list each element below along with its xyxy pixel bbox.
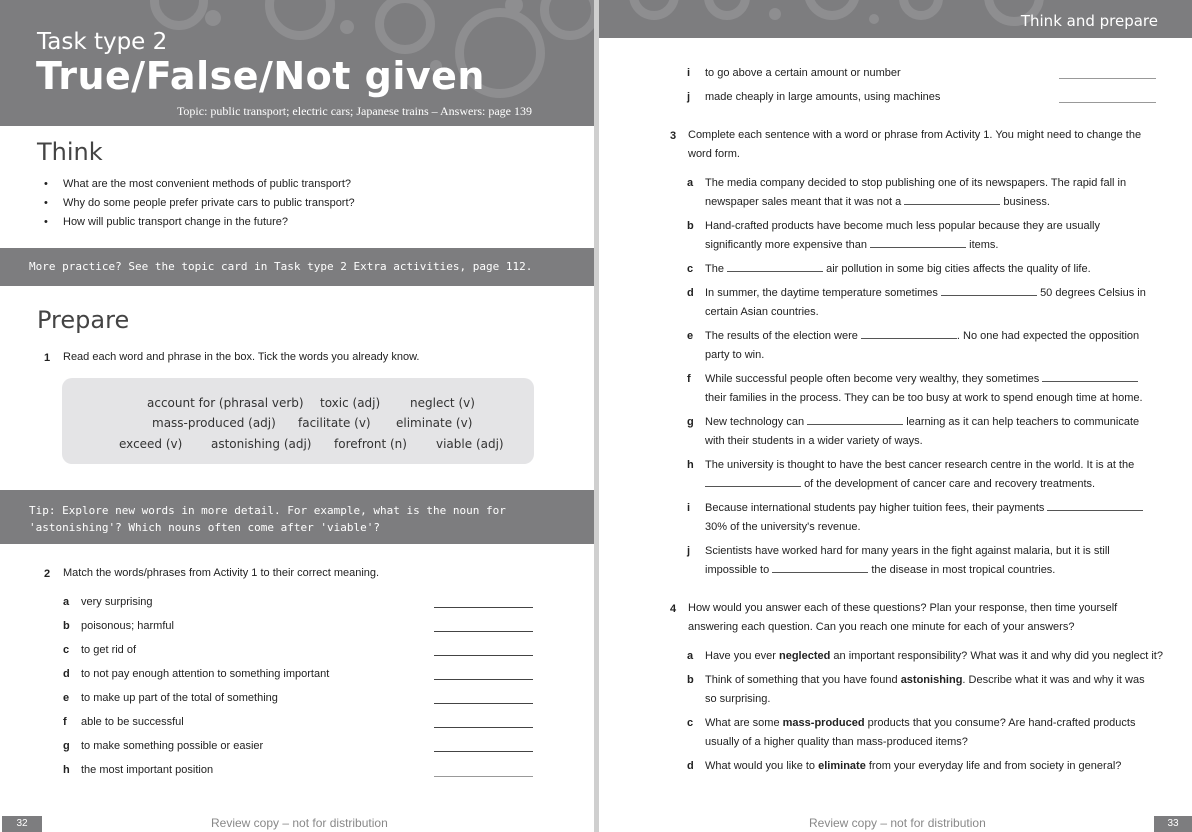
answer-line[interactable] xyxy=(434,631,533,632)
sentence-start: Hand-crafted products have become much less popular because they are usually significantly more expensive than xyxy=(705,220,1101,251)
item-text: to make something possible or easier xyxy=(81,740,264,752)
vocab-word: facilitate (v) xyxy=(298,416,371,430)
list-item: • What are the most convenient methods of public transport? xyxy=(44,175,564,194)
item-letter: d xyxy=(687,287,694,299)
vocab-word: toxic (adj) xyxy=(320,396,381,410)
item-text: made cheaply in large amounts, using machines xyxy=(705,91,941,103)
decorative-circle xyxy=(540,0,594,40)
item-letter: b xyxy=(687,674,694,686)
page-number: 32 xyxy=(2,816,42,832)
instruction-line: answering each question. Can you reach one minute for each of your answers? xyxy=(688,621,1075,633)
right-page xyxy=(599,0,1192,832)
sentence-end: learning as it can help teachers to communicate with their students in a wider variety of ways. xyxy=(705,416,1140,447)
page-title: True/False/Not given xyxy=(36,54,485,98)
question-text: What would you like to xyxy=(705,760,819,772)
list-item xyxy=(687,671,1147,709)
section-header-title: Think and prepare xyxy=(1020,12,1158,30)
item-text: able to be successful xyxy=(81,716,184,728)
sentence-start: The results of the election were xyxy=(705,330,858,342)
item-letter: h xyxy=(687,459,694,471)
vocab-word: mass-produced (adj) xyxy=(152,416,276,430)
answer-line[interactable] xyxy=(434,655,533,656)
gap-blank[interactable] xyxy=(870,238,966,248)
activity-number: 2 xyxy=(44,568,51,580)
activity-number: 1 xyxy=(44,352,51,364)
decorative-circle xyxy=(704,0,750,20)
decorative-circle xyxy=(629,0,679,20)
item-letter: h xyxy=(63,764,70,776)
topic-line: Topic: public transport; electric cars; Japanese trains – Answers: page 139 xyxy=(176,104,532,118)
page-number: 33 xyxy=(1154,816,1192,832)
decorative-circle xyxy=(150,0,208,30)
question-text: Have you ever xyxy=(705,650,779,662)
list-item xyxy=(687,647,1167,666)
item-text: very surprising xyxy=(81,596,153,608)
gap-blank[interactable] xyxy=(941,286,1037,296)
gap-blank[interactable] xyxy=(705,477,801,487)
gap-blank[interactable] xyxy=(807,415,903,425)
item-letter: d xyxy=(687,760,694,772)
question-text: Think of something that you have found xyxy=(705,674,901,686)
item-letter: f xyxy=(63,716,67,728)
vocabulary-box xyxy=(62,378,534,464)
vocab-word: astonishing (adj) xyxy=(211,437,312,451)
item-letter: j xyxy=(687,545,691,557)
instruction-line: How would you answer each of these questions? Plan your response, then time yourself xyxy=(688,602,1118,614)
sentence-start: The university is thought to have the best cancer research centre in the world. It is at the xyxy=(705,459,1135,471)
activity-number: 4 xyxy=(670,603,677,615)
activity-instruction: Read each word and phrase in the box. Tick the words you already know. xyxy=(63,351,420,363)
decorative-circle xyxy=(804,0,860,20)
vocab-word: eliminate (v) xyxy=(396,416,473,430)
more-practice-banner: More practice? See the topic card in Task type 2 Extra activities, page 112. xyxy=(0,248,594,286)
answer-line[interactable] xyxy=(1059,102,1156,103)
item-text: the most important position xyxy=(81,764,214,776)
instruction-line: Complete each sentence with a word or phrase from Activity 1. You might need to change the xyxy=(688,129,1142,141)
sentence-start: New technology can xyxy=(705,416,805,428)
sentence-end: business. xyxy=(1003,196,1050,208)
instruction-line: word form. xyxy=(688,148,740,160)
sentence-start: Scientists have worked hard for many years in the fight against malaria, but it is still impossible to xyxy=(705,545,1110,576)
answer-line[interactable] xyxy=(434,727,533,728)
left-page-header xyxy=(0,0,594,126)
decorative-dot xyxy=(340,20,354,34)
key-word: neglected xyxy=(778,650,831,662)
activity-number: 3 xyxy=(670,130,677,142)
footer-text: Review copy – not for distribution xyxy=(211,816,388,830)
item-letter: e xyxy=(63,692,70,704)
task-type-label: Task type 2 xyxy=(37,29,168,55)
item-text: to get rid of xyxy=(81,644,137,656)
right-page-header xyxy=(599,0,1192,38)
item-letter: g xyxy=(687,416,694,428)
item-letter: a xyxy=(687,650,694,662)
item-letter: j xyxy=(687,91,691,103)
item-letter: b xyxy=(63,620,70,632)
activity-instruction xyxy=(688,599,1168,637)
item-letter: c xyxy=(687,717,694,729)
decorative-circle xyxy=(899,0,943,20)
sentence-start: In summer, the daytime temperature sometimes xyxy=(705,287,938,299)
sentence-end: of the development of cancer care and recovery treatments. xyxy=(804,478,1096,490)
left-page xyxy=(0,0,594,832)
sentence-end: 30% of the university's revenue. xyxy=(705,521,861,533)
list-item xyxy=(687,714,1147,752)
question-text: . Describe what it was and why it was so surprising. xyxy=(705,674,1145,705)
item-letter: b xyxy=(687,220,694,232)
key-word: mass-produced xyxy=(782,717,865,729)
item-text: to make up part of the total of something xyxy=(81,692,278,704)
question-text: from your everyday life and from society in general? xyxy=(865,760,1122,772)
sentence-start: While successful people often become very wealthy, they sometimes xyxy=(705,373,1040,385)
sentence-end: air pollution in some big cities affects the quality of life. xyxy=(826,263,1091,275)
vocab-word: viable (adj) xyxy=(436,437,504,451)
list-item xyxy=(687,456,1147,494)
answer-line[interactable] xyxy=(434,679,533,680)
answer-line[interactable] xyxy=(434,703,533,704)
list-item xyxy=(687,757,1167,776)
list-item: • How will public transport change in the future? xyxy=(44,213,564,232)
list-item xyxy=(687,499,1147,537)
think-heading: Think xyxy=(37,138,103,166)
sentence-start: The media company decided to stop publishing one of its newspapers. The rapid fall in newspaper sales meant that it was not a xyxy=(705,177,1127,208)
question-text: What are some xyxy=(705,717,783,729)
sentence-start: The xyxy=(705,263,724,275)
answer-line[interactable] xyxy=(434,607,533,608)
answer-line[interactable] xyxy=(434,776,533,777)
answer-line[interactable] xyxy=(434,751,533,752)
gap-blank[interactable] xyxy=(861,329,957,339)
sentence-end: their families in the process. They can be too busy at work to spend enough time at home. xyxy=(705,392,1143,404)
list-item xyxy=(687,284,1147,322)
item-letter: i xyxy=(687,67,691,79)
key-word: eliminate xyxy=(818,760,866,772)
activity-instruction xyxy=(688,126,1168,164)
item-letter: a xyxy=(63,596,70,608)
list-item xyxy=(687,542,1147,580)
item-letter: g xyxy=(63,740,70,752)
item-text: to not pay enough attention to something important xyxy=(81,668,330,680)
item-letter: f xyxy=(687,373,691,385)
decorative-dot xyxy=(869,14,879,24)
gap-blank[interactable] xyxy=(904,195,1000,205)
sentence-end: 50 degrees Celsius in certain Asian countries. xyxy=(705,287,1146,318)
list-item xyxy=(687,327,1147,365)
gap-blank[interactable] xyxy=(1042,372,1138,382)
list-item xyxy=(687,413,1147,451)
item-letter: c xyxy=(687,263,694,275)
list-item xyxy=(687,174,1147,212)
question-text: an important responsibility? What was it and why did you neglect it? xyxy=(830,650,1163,662)
prepare-heading: Prepare xyxy=(37,306,130,334)
list-item xyxy=(687,260,1147,279)
answer-line[interactable] xyxy=(1059,78,1156,79)
item-letter: i xyxy=(687,502,691,514)
list-item xyxy=(687,370,1147,408)
sentence-end: the disease in most tropical countries. xyxy=(871,564,1056,576)
decorative-circle xyxy=(375,0,435,54)
decorative-circle xyxy=(265,0,335,40)
vocab-word: forefront (n) xyxy=(334,437,407,451)
item-text: poisonous; harmful xyxy=(81,620,174,632)
sentence-end: items. xyxy=(969,239,999,251)
key-word: astonishing xyxy=(900,674,963,686)
item-text: to go above a certain amount or number xyxy=(705,67,901,79)
sentence-end: . No one had expected the opposition party to win. xyxy=(705,330,1140,361)
item-letter: c xyxy=(63,644,70,656)
activity-instruction: Match the words/phrases from Activity 1 to their correct meaning. xyxy=(63,567,380,579)
gap-blank[interactable] xyxy=(727,262,823,272)
tip-banner xyxy=(0,490,594,544)
footer-text: Review copy – not for distribution xyxy=(809,816,986,830)
gap-blank[interactable] xyxy=(772,563,868,573)
sentence-start: Because international students pay higher tuition fees, their payments xyxy=(705,502,1045,514)
vocab-word: account for (phrasal verb) xyxy=(147,396,304,410)
question-text: products that you consume? Are hand-crafted products usually of a higher quality than mass-produced items? xyxy=(705,717,1136,748)
vocab-word: neglect (v) xyxy=(410,396,475,410)
think-bullet-list xyxy=(44,175,564,232)
decorative-dot xyxy=(205,10,221,26)
list-item xyxy=(687,217,1147,255)
tip-line: 'astonishing'? Which nouns often come after 'viable'? xyxy=(29,521,380,534)
item-letter: e xyxy=(687,330,694,342)
decorative-dot xyxy=(769,8,781,20)
vocab-word: exceed (v) xyxy=(119,437,183,451)
item-letter: a xyxy=(687,177,694,189)
tip-line: Tip: Explore new words in more detail. For example, what is the noun for xyxy=(29,504,506,517)
gap-blank[interactable] xyxy=(1047,501,1143,511)
item-letter: d xyxy=(63,668,70,680)
list-item: • Why do some people prefer private cars to public transport? xyxy=(44,194,564,213)
